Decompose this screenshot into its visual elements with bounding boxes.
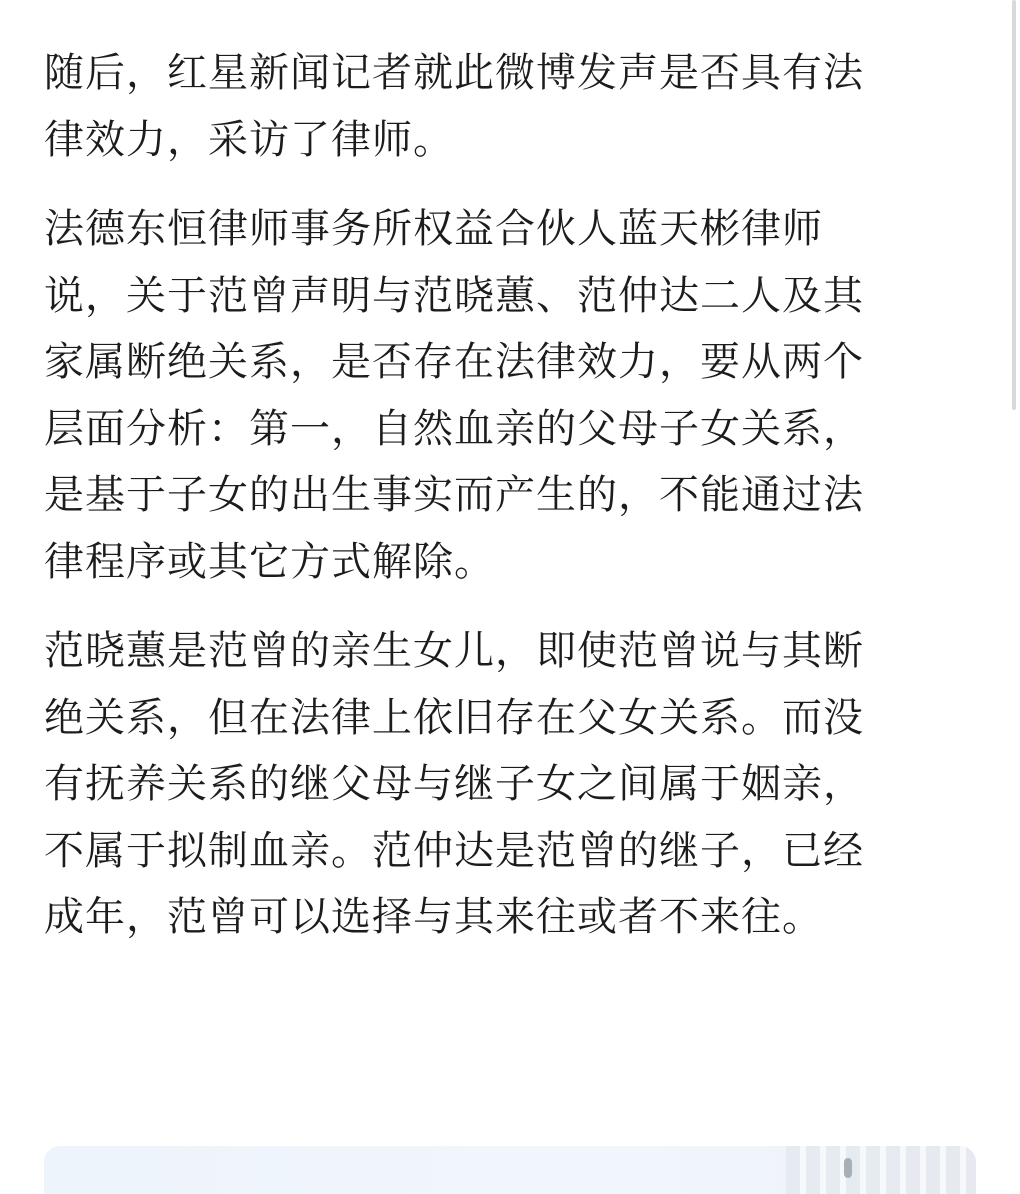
next-content-card[interactable] [44, 1146, 976, 1194]
scrollbar[interactable] [1006, 0, 1018, 440]
article-body [44, 40, 984, 974]
card-image-thumbnail [786, 1146, 976, 1194]
paragraph-line: 成年，范曾可以选择与其来往或者不来往。 [44, 894, 823, 940]
paragraph-line: 是基于子女的出生事实而产生的，不能通过法 [44, 472, 864, 518]
article-paragraph-1 [44, 40, 984, 173]
paragraph-line: 绝关系，但在法律上依旧存在父女关系。而没 [44, 694, 864, 741]
article-paragraph-2 [44, 196, 984, 595]
paragraph-line: 层面分析：第一，自然血亲的父母子女关系， [44, 405, 864, 452]
paragraph-line: 律效力，采访了律师。 [44, 116, 454, 163]
paragraph-line: 不属于拟制血亲。范仲达是范曾的继子，已经 [44, 827, 864, 874]
paragraph-line: 随后，红星新闻记者就此微博发声是否具有法 [44, 50, 864, 96]
paragraph-line: 说，关于范曾声明与范晓蕙、范仲达二人及其 [44, 272, 864, 319]
article-paragraph-3 [44, 618, 984, 951]
paragraph-line: 家属断绝关系，是否存在法律效力，要从两个 [44, 339, 864, 385]
scrollbar-thumb[interactable] [1012, 0, 1016, 410]
paragraph-line: 法德东恒律师事务所权益合伙人蓝天彬律师 [44, 206, 823, 252]
paragraph-line: 范晓蕙是范曾的亲生女儿，即使范曾说与其断 [44, 628, 864, 674]
paragraph-line: 有抚养关系的继父母与继子女之间属于姻亲， [44, 761, 864, 807]
paragraph-line: 律程序或其它方式解除。 [44, 538, 495, 585]
